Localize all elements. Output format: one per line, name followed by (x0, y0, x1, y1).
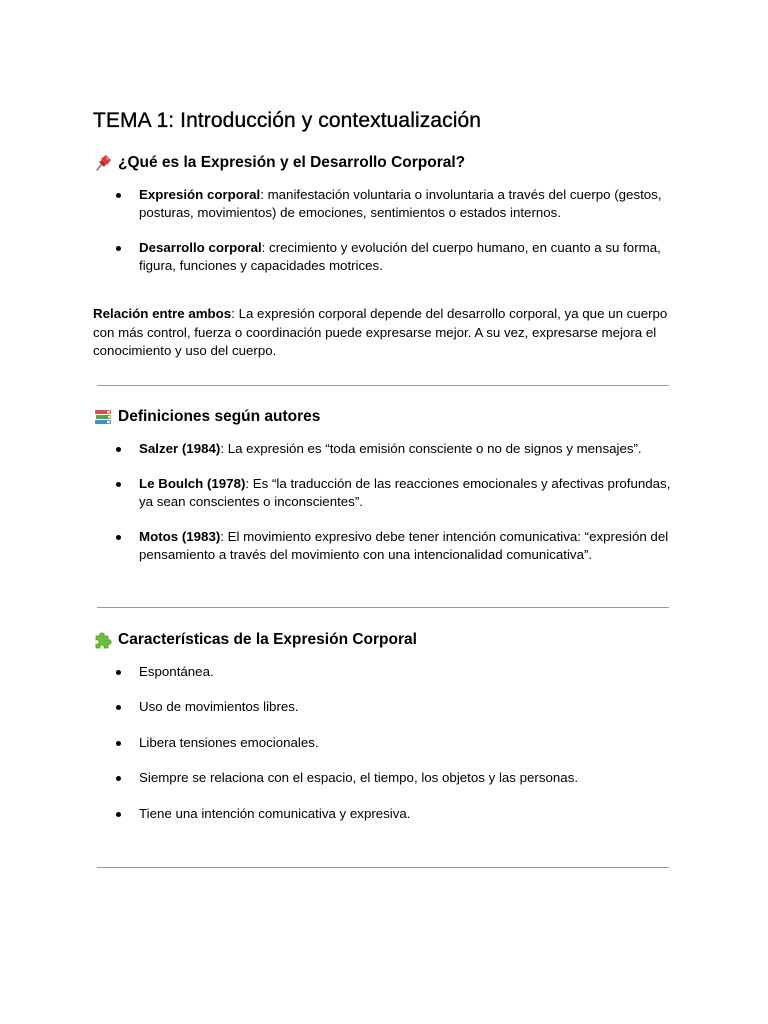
list-item (93, 769, 673, 787)
bullet-icon (116, 246, 121, 251)
characteristic-text: Uso de movimientos libres. (139, 699, 299, 714)
relation-paragraph (93, 305, 673, 361)
list-item (93, 186, 673, 222)
list-item (93, 528, 673, 564)
definition-text: : crecimiento y evolución del cuerpo humano, en cuanto a su forma, figura, funciones y capacidades motrices. (139, 240, 661, 273)
characteristic-text: Libera tensiones emocionales. (139, 734, 319, 750)
characteristics-list (93, 663, 673, 823)
bullet-icon (116, 705, 121, 710)
list-item (93, 805, 673, 823)
bullet-icon (116, 482, 121, 487)
document-page (93, 106, 673, 868)
bullet-icon (116, 447, 121, 452)
bullet-icon (116, 776, 121, 781)
list-item (93, 239, 673, 275)
section-divider (97, 867, 669, 868)
characteristic-text: Tiene una intención comunicativa y expresiva. (139, 805, 411, 821)
books-icon (93, 407, 113, 427)
list-item (93, 440, 673, 458)
list-item (93, 475, 673, 511)
author-definition: : La expresión es “toda emisión consciente o no de signos y mensajes”. (220, 440, 642, 456)
bullet-icon (116, 670, 121, 675)
bullet-icon (116, 812, 121, 817)
section-heading (93, 629, 673, 651)
section-heading-text: Definiciones según autores (118, 407, 321, 425)
section-heading-text: Características de la Expresión Corporal (118, 630, 417, 648)
author-name: Salzer (1984) (139, 440, 221, 456)
author-name: Le Boulch (1978) (139, 475, 246, 491)
term: Desarrollo corporal (139, 240, 262, 255)
bullet-icon (116, 535, 121, 540)
term: Expresión corporal (139, 187, 261, 202)
author-definition: : Es “la traducción de las reacciones emocionales y afectivas profundas, ya sean conscientes o inconscientes”. (139, 475, 671, 509)
list-item (93, 734, 673, 752)
section-divider (97, 607, 669, 608)
section-expresion-desarrollo (93, 152, 673, 361)
author-name: Motos (1983) (139, 528, 221, 544)
author-list (93, 440, 673, 564)
puzzle-piece-icon (93, 630, 113, 650)
section-heading (93, 406, 673, 428)
section-caracteristicas (93, 629, 673, 823)
section-heading (93, 152, 673, 174)
section-definiciones (93, 406, 673, 564)
list-item (93, 663, 673, 681)
author-definition: : El movimiento expresivo debe tener intención comunicativa: “expresión del pensamiento a través del movimiento con una intencionalidad comunicativa”. (139, 528, 669, 562)
list-item (93, 698, 673, 716)
relation-text: : La expresión corporal depende del desarrollo corporal, ya que un cuerpo con más control, fuerza o coordinación puede expresarse mejor. A su vez, expresarse mejora el conocimiento y uso del cuerpo. (93, 306, 668, 358)
bullet-icon (116, 193, 121, 198)
characteristic-text: Siempre se relaciona con el espacio, el tiempo, los objetos y las personas. (139, 770, 579, 785)
relation-term: Relación entre ambos (93, 306, 232, 321)
pushpin-icon (93, 153, 113, 173)
definition-text: : manifestación voluntaria o involuntaria a través del cuerpo (gestos, posturas, movimientos) de emociones, sentimientos o estados internos. (139, 187, 662, 220)
section-heading-text: ¿Qué es la Expresión y el Desarrollo Corporal? (118, 154, 466, 171)
bullet-icon (116, 741, 121, 746)
document-title: TEMA 1: Introducción y contextualización (93, 109, 482, 132)
definition-list (93, 186, 673, 275)
characteristic-text: Espontánea. (139, 663, 214, 679)
section-divider (97, 385, 669, 386)
